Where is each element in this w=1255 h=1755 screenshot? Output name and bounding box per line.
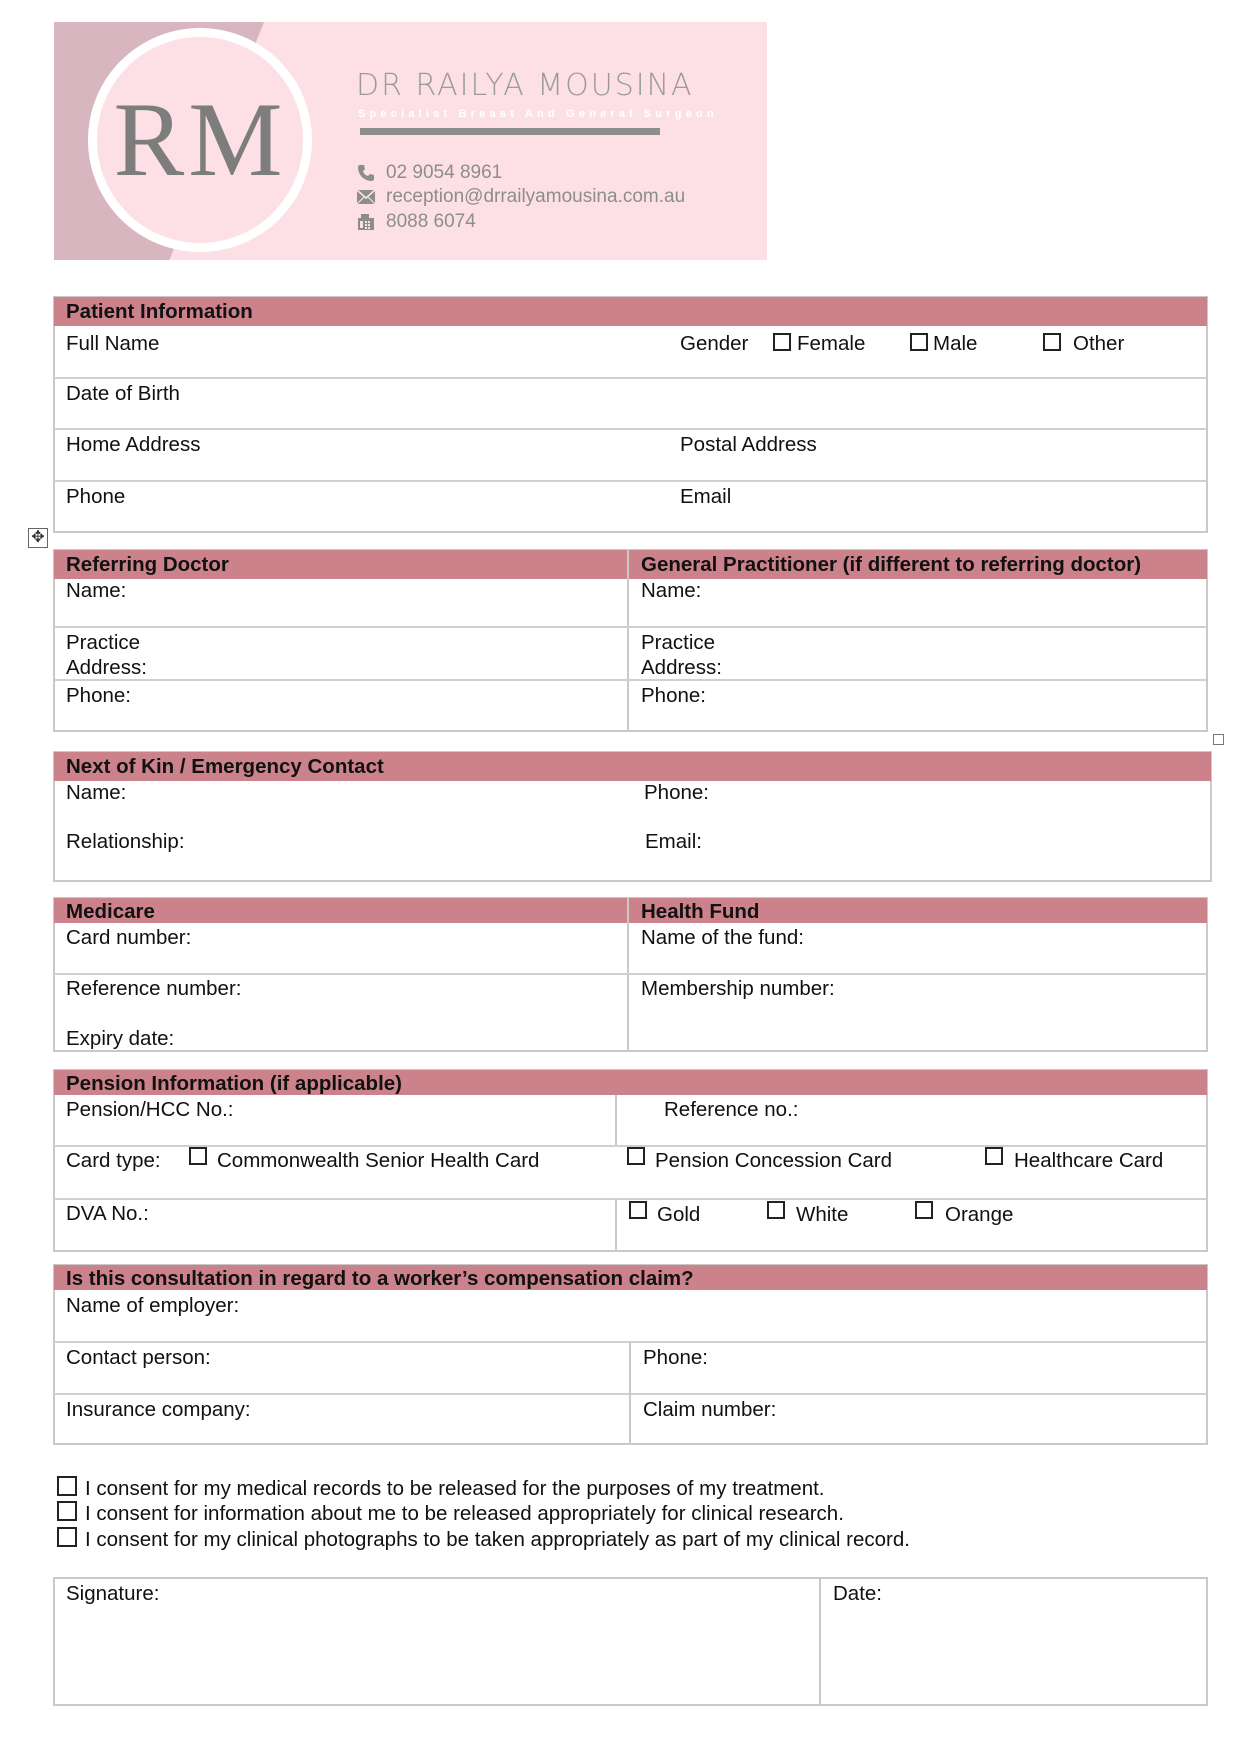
- contact-email-row: [356, 186, 685, 208]
- row-divider: [54, 428, 1207, 430]
- medicare-title: Medicare: [66, 900, 155, 923]
- dva-orange-checkbox[interactable]: [915, 1201, 933, 1219]
- doctor-name: DR RAILYA MOUSINA: [356, 68, 694, 103]
- pension-no-label: Pension/HCC No.:: [66, 1098, 234, 1121]
- dva-white-checkbox[interactable]: [767, 1201, 785, 1219]
- contact-fax: 8088 6074: [386, 211, 476, 232]
- full-name-label: Full Name: [66, 332, 160, 355]
- signature-label: Signature:: [66, 1582, 160, 1605]
- dva-white-label: White: [796, 1203, 849, 1226]
- pension-title: Pension Information (if applicable): [66, 1072, 402, 1095]
- kin-name-label: Name:: [66, 781, 127, 804]
- row-divider: [54, 973, 1207, 975]
- gender-other-checkbox[interactable]: [1043, 333, 1061, 351]
- healthcare-card-label: Healthcare Card: [1014, 1149, 1164, 1172]
- column-divider: [627, 550, 629, 731]
- membership-number-label: Membership number:: [641, 977, 835, 1000]
- consent-photographs-checkbox[interactable]: [57, 1527, 77, 1547]
- contact-person-label: Contact person:: [66, 1346, 211, 1369]
- gp-practice-label: Practice: [641, 631, 716, 654]
- pension-concession-checkbox[interactable]: [627, 1147, 645, 1165]
- health-fund-title: Health Fund: [641, 900, 760, 923]
- gender-male-label: Male: [933, 332, 978, 355]
- consent-records-checkbox[interactable]: [57, 1476, 77, 1496]
- table-resize-handle[interactable]: [1213, 734, 1224, 745]
- healthcare-card-checkbox[interactable]: [985, 1147, 1003, 1165]
- pension-reference-label: Reference no.:: [664, 1098, 799, 1121]
- kin-title: Next of Kin / Emergency Contact: [66, 755, 384, 778]
- referring-doctor-title: Referring Doctor: [66, 553, 229, 576]
- dva-orange-label: Orange: [945, 1203, 1014, 1226]
- medicare-header: [54, 898, 1207, 923]
- letterhead-divider: [360, 128, 660, 135]
- email-label: Email: [680, 485, 732, 508]
- signature-section: [53, 1577, 1208, 1706]
- gender-female-label: Female: [797, 332, 866, 355]
- consent-research-checkbox[interactable]: [57, 1501, 77, 1521]
- row-divider: [54, 480, 1207, 482]
- contact-phone-row: [356, 162, 502, 184]
- column-divider: [819, 1578, 821, 1705]
- home-address-label: Home Address: [66, 433, 201, 456]
- doctor-subtitle: Specialist Breast And General Surgeon: [358, 108, 718, 120]
- card-number-label: Card number:: [66, 926, 192, 949]
- column-divider: [615, 1198, 617, 1251]
- dob-label: Date of Birth: [66, 382, 180, 405]
- workers-comp-title: Is this consultation in regard to a worker’s compensation claim?: [66, 1267, 694, 1290]
- dva-gold-checkbox[interactable]: [629, 1201, 647, 1219]
- reference-number-label: Reference number:: [66, 977, 242, 1000]
- contact-email: reception@drrailyamousina.com.au: [386, 186, 686, 207]
- row-divider: [54, 679, 1207, 681]
- workers-phone-label: Phone:: [643, 1346, 708, 1369]
- column-divider: [615, 1095, 617, 1145]
- patient-info-section: [53, 296, 1208, 533]
- expiry-date-label: Expiry date:: [66, 1027, 175, 1050]
- referring-phone-label: Phone:: [66, 684, 131, 707]
- logo: RM: [113, 81, 287, 198]
- claim-number-label: Claim number:: [643, 1398, 777, 1421]
- row-divider: [54, 377, 1207, 379]
- row-divider: [54, 1198, 1207, 1200]
- pension-concession-label: Pension Concession Card: [655, 1149, 893, 1172]
- phone-label: Phone: [66, 485, 126, 508]
- gender-label: Gender: [680, 332, 749, 355]
- envelope-icon: [356, 187, 376, 207]
- commonwealth-card-checkbox[interactable]: [189, 1147, 207, 1165]
- contact-phone: 02 9054 8961: [386, 162, 503, 183]
- gp-phone-label: Phone:: [641, 684, 706, 707]
- kin-phone-label: Phone:: [644, 781, 709, 804]
- dva-label: DVA No.:: [66, 1202, 149, 1225]
- dva-gold-label: Gold: [657, 1203, 701, 1226]
- gp-address-label: Address:: [641, 656, 722, 679]
- fund-name-label: Name of the fund:: [641, 926, 804, 949]
- referring-practice-label: Practice: [66, 631, 141, 654]
- gp-title: General Practitioner (if different to referring doctor): [641, 553, 1142, 576]
- contact-fax-row: [356, 211, 476, 233]
- column-divider: [629, 1341, 631, 1444]
- consent-research-label: I consent for information about me to be released appropriately for clinical research.: [85, 1502, 844, 1525]
- kin-relationship-label: Relationship:: [66, 830, 185, 853]
- postal-address-label: Postal Address: [680, 433, 817, 456]
- employer-label: Name of employer:: [66, 1294, 240, 1317]
- referring-name-label: Name:: [66, 579, 127, 602]
- insurance-company-label: Insurance company:: [66, 1398, 251, 1421]
- gp-name-label: Name:: [641, 579, 702, 602]
- phone-icon: [356, 163, 376, 183]
- gender-female-checkbox[interactable]: [773, 333, 791, 351]
- fax-icon: [356, 212, 376, 232]
- commonwealth-card-label: Commonwealth Senior Health Card: [217, 1149, 540, 1172]
- gender-male-checkbox[interactable]: [910, 333, 928, 351]
- patient-info-title: Patient Information: [66, 300, 253, 323]
- letterhead: [54, 22, 767, 260]
- consent-records-label: I consent for my medical records to be released for the purposes of my treatment.: [85, 1477, 825, 1500]
- date-label: Date:: [833, 1582, 882, 1605]
- kin-email-label: Email:: [645, 830, 702, 853]
- consent-photographs-label: I consent for my clinical photographs to be taken appropriately as part of my clinical record.: [85, 1528, 910, 1551]
- table-move-handle[interactable]: ✥: [28, 528, 48, 548]
- gender-other-label: Other: [1073, 332, 1125, 355]
- card-type-label: Card type:: [66, 1149, 161, 1172]
- row-divider: [54, 626, 1207, 628]
- referring-address-label: Address:: [66, 656, 147, 679]
